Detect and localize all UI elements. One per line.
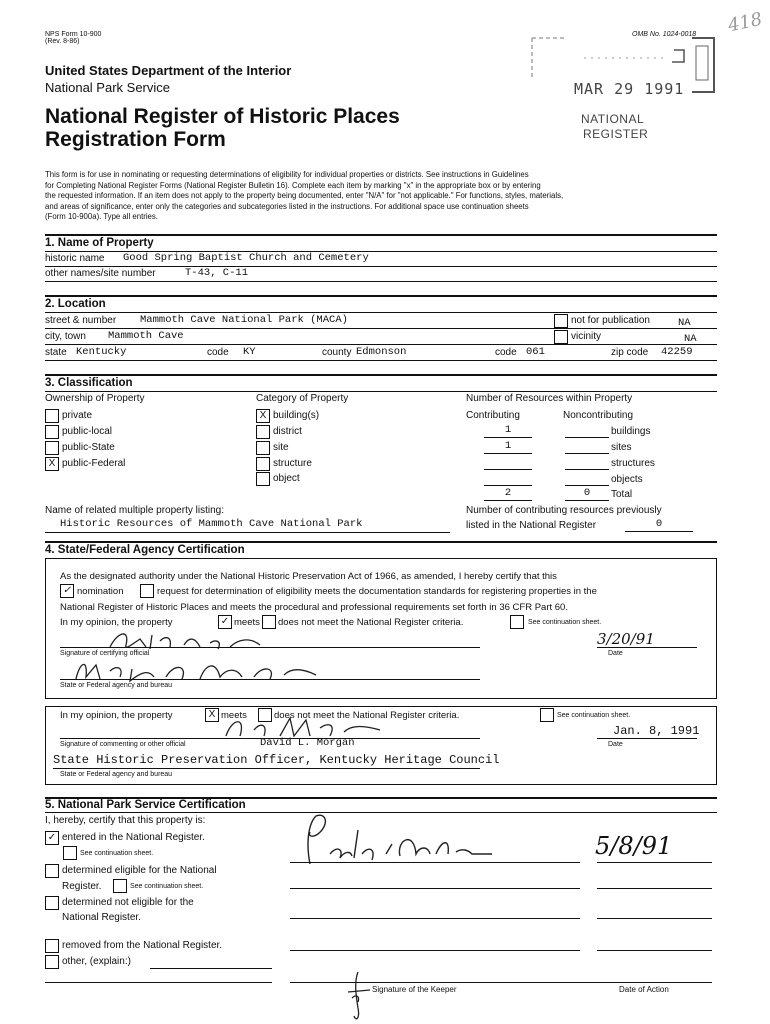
determined-eligible-continuation-checkbox[interactable] — [113, 879, 127, 893]
street-label: street & number — [45, 315, 117, 326]
section-3-heading: 3. Classification — [45, 377, 133, 389]
vicinity-label: vicinity — [571, 331, 602, 342]
keeper-line — [597, 862, 712, 863]
nps-cert-intro: I, hereby, certify that this property is: — [45, 815, 206, 826]
category-structure-checkbox[interactable] — [256, 457, 270, 471]
cert-box-right — [716, 558, 717, 698]
department-title: United States Department of the Interior — [45, 63, 292, 78]
contributing-sites-field[interactable]: 1 — [484, 440, 532, 454]
section-divider — [45, 295, 717, 297]
section-2-heading: 2. Location — [45, 298, 106, 310]
commenting-see-continuation-checkbox[interactable] — [540, 708, 554, 722]
noncontributing-sites-field[interactable] — [565, 440, 609, 454]
category-district-label: district — [273, 426, 302, 437]
previously-listed-field[interactable]: 0 — [625, 518, 693, 532]
agency-rule — [53, 768, 480, 769]
keeper-signature — [296, 810, 496, 870]
state-field[interactable]: Kentucky — [76, 346, 127, 358]
resources-heading: Number of Resources within Property — [466, 393, 633, 404]
comment-box-bottom — [45, 784, 717, 785]
keeper-line — [597, 918, 712, 919]
field-rule — [45, 360, 717, 361]
not-for-publication-value: NA — [678, 317, 691, 329]
entered-continuation-checkbox[interactable] — [63, 846, 77, 860]
city-field[interactable]: Mammoth Cave — [108, 330, 184, 342]
category-site-label: site — [273, 442, 289, 453]
resources-sites-label: sites — [611, 442, 632, 453]
section-divider — [45, 541, 717, 543]
meets-label: meets — [234, 617, 260, 628]
ownership-public-federal-checkbox[interactable]: X — [45, 457, 59, 471]
contributing-heading: Contributing — [466, 410, 520, 421]
instructions-line: for Completing National Register Forms (National Register Bulletin 16). Complete each item by marking "x" in the appropriate box or by entering — [45, 180, 541, 190]
historic-name-label: historic name — [45, 253, 105, 264]
agency-label: State or Federal agency and bureau — [60, 682, 173, 689]
noncontributing-heading: Noncontributing — [563, 410, 634, 421]
commenting-agency-field[interactable]: State Historic Preservation Officer, Kentucky Heritage Council — [53, 753, 500, 767]
does-not-meet-label: does not meet the National Register criteria. — [278, 617, 464, 628]
other-names-label: other names/site number — [45, 268, 156, 279]
noncontributing-structures-field[interactable] — [565, 456, 609, 470]
form-title-line2: Registration Form — [45, 128, 226, 151]
request-determination-checkbox[interactable] — [140, 584, 154, 598]
certifying-signature-label: Signature of certifying official — [60, 650, 150, 657]
contributing-objects-field[interactable] — [484, 472, 532, 486]
ownership-public-state-label: public-State — [62, 442, 115, 453]
certifying-date-label: Date — [608, 650, 623, 657]
city-label: city, town — [45, 331, 86, 342]
other-explain-rule — [150, 968, 272, 969]
section-divider — [45, 312, 717, 313]
agency-rule — [60, 679, 480, 680]
determined-not-eligible-label: determined not eligible for the — [62, 897, 194, 908]
stamp-national: NATIONAL — [581, 112, 645, 126]
cert-box-bottom — [45, 698, 717, 699]
meets-checkbox[interactable]: ✓ — [218, 615, 232, 629]
other-checkbox[interactable] — [45, 955, 59, 969]
other-names-field[interactable]: T-43, C-11 — [185, 267, 249, 279]
corner-handwritten-mark: 418 — [726, 8, 765, 37]
instructions-line: and areas of significance, enter only the categories and subcategories listed in the instructions. For additional space use continuation sheets — [45, 201, 529, 211]
keeper-line — [290, 918, 580, 919]
commenting-see-continuation-label: See continuation sheet. — [557, 712, 631, 719]
field-rule — [45, 266, 717, 267]
entered-label: entered in the National Register. — [62, 832, 205, 843]
agency-handwriting — [70, 655, 350, 685]
certification-text-line2: request for determination of eligibility meets the documentation standards for registering properties in the — [157, 586, 597, 597]
commenting-date-label: Date — [608, 741, 623, 748]
category-object-checkbox[interactable] — [256, 472, 270, 486]
other-explain-rule-2 — [45, 982, 272, 983]
service-title: National Park Service — [45, 80, 170, 95]
contributing-structures-field[interactable] — [484, 456, 532, 470]
ownership-public-local-checkbox[interactable] — [45, 425, 59, 439]
stamp-register: REGISTER — [583, 127, 649, 141]
keeper-line — [290, 862, 580, 863]
comment-box-right — [716, 706, 717, 784]
category-district-checkbox[interactable] — [256, 425, 270, 439]
category-structure-label: structure — [273, 458, 312, 469]
category-object-label: object — [273, 473, 300, 484]
see-continuation-label: See continuation sheet. — [528, 619, 602, 626]
county-code-label: code — [495, 347, 517, 358]
section-divider — [45, 234, 717, 236]
commenting-official-name: David L. Morgan — [260, 737, 355, 749]
field-rule — [45, 328, 717, 329]
contributing-total-field[interactable]: 2 — [484, 487, 532, 501]
commenting-does-not-meet-label: does not meet the National Register criteria. — [274, 710, 460, 721]
not-for-publication-checkbox[interactable] — [554, 314, 568, 328]
certification-text-line1: As the designated authority under the National Historic Preservation Act of 1966, as amended, I hereby certify that this — [60, 571, 557, 582]
zip-field[interactable]: 42259 — [661, 346, 693, 358]
determined-eligible-label: determined eligible for the National — [62, 865, 217, 876]
vicinity-checkbox[interactable] — [554, 330, 568, 344]
noncontributing-total-field[interactable]: 0 — [565, 487, 609, 501]
certification-text-line3: National Register of Historic Places and meets the procedural and professional requirements set forth in 36 CFR Part 60. — [60, 602, 568, 613]
entered-continuation-label: See continuation sheet. — [80, 850, 154, 857]
commenting-meets-label: meets — [221, 710, 247, 721]
field-rule — [45, 281, 717, 282]
keeper-line — [290, 888, 580, 889]
comment-box-left — [45, 706, 46, 784]
date-rule — [597, 647, 697, 648]
cert-box-left — [45, 558, 46, 698]
resources-total-label: Total — [611, 489, 633, 500]
resources-structures-label: structures — [611, 458, 655, 469]
not-for-publication-label: not for publication — [571, 315, 650, 326]
resources-buildings-label: buildings — [611, 426, 651, 437]
ownership-heading: Ownership of Property — [45, 393, 145, 404]
ownership-public-federal-label: public-Federal — [62, 458, 126, 469]
resources-objects-label: objects — [611, 474, 643, 485]
related-listing-field[interactable]: Historic Resources of Mammoth Cave National Park — [60, 518, 363, 530]
previously-listed-label-1: Number of contributing resources previously — [466, 505, 662, 516]
removed-label: removed from the National Register. — [62, 940, 223, 951]
nomination-checkbox[interactable]: ✓ — [60, 584, 74, 598]
certifying-date: 3/20/91 — [597, 630, 655, 648]
opinion-text: In my opinion, the property — [60, 617, 173, 628]
keeper-signature-label: Signature of the Keeper — [372, 985, 457, 994]
determined-eligible-continuation-label: See continuation sheet. — [130, 883, 204, 890]
previously-listed-label-2: listed in the National Register — [466, 520, 597, 531]
nomination-label: nomination — [77, 586, 124, 597]
commenting-opinion-text: In my opinion, the property — [60, 710, 173, 721]
determined-eligible-label-2: Register. — [62, 881, 102, 892]
keeper-date: 5/8/91 — [595, 832, 673, 860]
instructions-line: the requested information. If an item does not apply to the property being documented, enter "N/A" for "not applicable." For functions, styles, materials, — [45, 191, 564, 201]
instructions-line: (Form 10-900a). Type all entries. — [45, 212, 158, 222]
field-rule — [45, 532, 450, 533]
instructions-line: This form is for use in nominating or requesting determinations of eligibility for individual properties or districts. See instructions in Guidelines — [45, 170, 529, 179]
state-code-field[interactable]: KY — [243, 346, 256, 358]
zip-label: zip code — [611, 347, 649, 358]
county-code-field[interactable]: 061 — [526, 346, 545, 358]
section-4-heading: 4. State/Federal Agency Certification — [45, 544, 245, 556]
omb-number: OMB No. 1024-0018 — [632, 31, 697, 38]
stamp-date: MAR 29 1991 — [574, 80, 685, 98]
historic-name-field[interactable]: Good Spring Baptist Church and Cemetery — [123, 252, 369, 264]
state-code-label: code — [207, 347, 229, 358]
signature-rule — [60, 647, 480, 648]
category-buildings-label: building(s) — [273, 410, 320, 421]
entered-checkbox[interactable]: ✓ — [45, 831, 59, 845]
county-label: county — [322, 347, 352, 358]
street-field[interactable]: Mammoth Cave National Park (MACA) — [140, 314, 348, 326]
other-label: other, (explain:) — [62, 956, 131, 967]
contributing-buildings-field[interactable]: 1 — [484, 424, 532, 438]
section-divider — [45, 558, 717, 559]
ownership-public-local-label: public-local — [62, 426, 113, 437]
noncontributing-objects-field[interactable] — [565, 472, 609, 486]
commenting-date: Jan. 8, 1991 — [613, 724, 700, 738]
section-divider — [45, 374, 717, 376]
category-heading: Category of Property — [256, 393, 349, 404]
noncontributing-buildings-field[interactable] — [565, 424, 609, 438]
section-5-heading: 5. National Park Service Certification — [45, 799, 246, 811]
commenting-signature-label: Signature of commenting or other official — [60, 741, 186, 748]
keeper-line — [597, 950, 712, 951]
ownership-private-checkbox[interactable] — [45, 409, 59, 423]
vicinity-value: NA — [684, 333, 697, 345]
determined-not-eligible-label-2: National Register. — [62, 912, 141, 923]
form-number: NPS Form 10-900 — [45, 31, 102, 38]
section-1-heading: 1. Name of Property — [45, 237, 154, 249]
determined-not-eligible-checkbox[interactable] — [45, 896, 59, 910]
commenting-meets-checkbox[interactable]: X — [205, 708, 219, 722]
category-buildings-checkbox[interactable]: X — [256, 409, 270, 423]
determined-eligible-checkbox[interactable] — [45, 864, 59, 878]
date-rule — [597, 738, 697, 739]
ownership-public-state-checkbox[interactable] — [45, 441, 59, 455]
removed-checkbox[interactable] — [45, 939, 59, 953]
for-handwriting — [340, 968, 380, 1024]
keeper-line — [597, 888, 712, 889]
instructions — [45, 170, 563, 223]
commenting-agency-label: State or Federal agency and bureau — [60, 771, 173, 778]
comment-box-top — [45, 706, 717, 707]
county-field[interactable]: Edmonson — [356, 346, 407, 358]
ownership-private-label: private — [62, 410, 93, 421]
keeper-line — [290, 950, 580, 951]
form-revision: (Rev. 8-86) — [45, 38, 80, 45]
see-continuation-checkbox[interactable] — [510, 615, 524, 629]
field-rule — [45, 344, 717, 345]
action-date-label: Date of Action — [619, 985, 669, 994]
section-divider — [45, 391, 717, 392]
state-label: state — [45, 347, 67, 358]
related-listing-label: Name of related multiple property listing: — [45, 505, 224, 516]
form-title-line1: National Register of Historic Places — [45, 105, 400, 128]
category-site-checkbox[interactable] — [256, 441, 270, 455]
